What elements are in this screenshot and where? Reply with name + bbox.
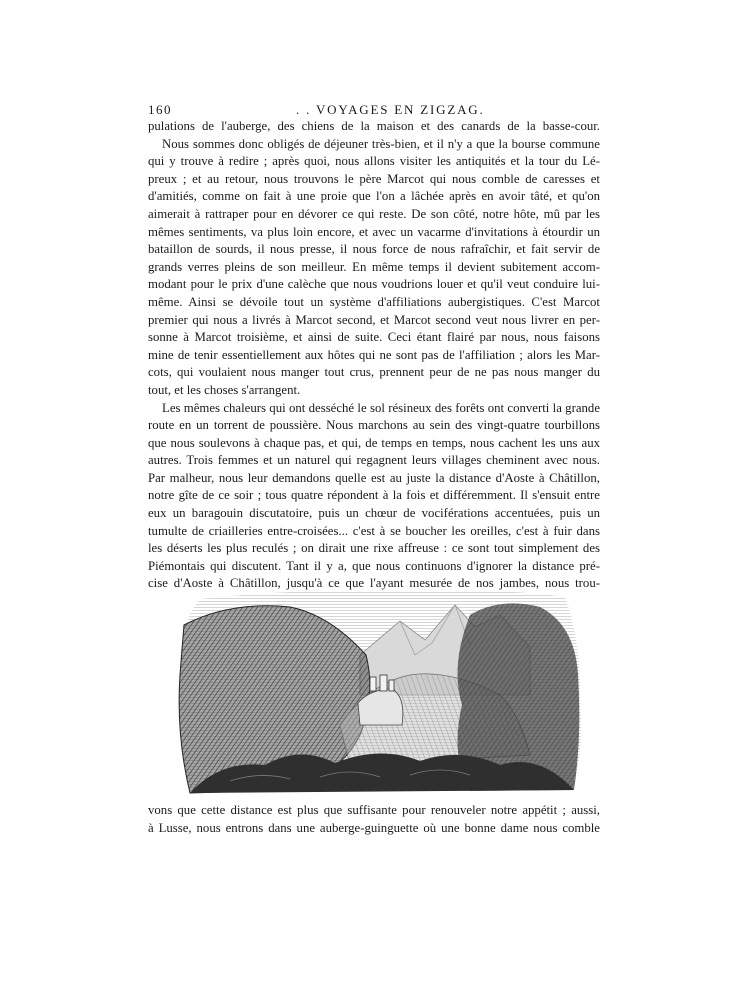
text-line: bataillon de sourds, il nous presse, il nous force de nous rafraîchir, et fait servir de — [148, 242, 600, 257]
text-line: que nous soulevons à chaque pas, et qui, de temps en temps, nous cachent les uns aux — [148, 435, 600, 450]
text-line: qui y trouve à redire ; après quoi, nous allons visiter les antiquités et la tour du Lé- — [148, 154, 600, 169]
text-block-top — [148, 118, 600, 593]
text-block-bottom — [148, 802, 600, 837]
running-title: . . VOYAGES EN ZIGZAG. — [296, 102, 485, 117]
text-line: autres. Trois femmes et un naturel qui regagnent leurs villages cheminent avec nous. — [148, 453, 600, 468]
text-line: grands verres pleins de son meilleur. En même temps il devient subitement accom- — [148, 259, 600, 274]
text-line: Piémontais qui discutent. Tant il y a, que nous continuons d'ignorer la distance pré- — [148, 558, 600, 573]
text-line: cise d'Aoste à Châtillon, jusqu'à ce que l'ayant mesurée de nos jambes, nous trou- — [148, 576, 600, 591]
text-line: d'amitiés, comme on fait à une proie que l'on a lâchée après en avoir tâté, et qu'on — [148, 189, 600, 204]
text-line: sonne à Marcot troisième, et ainsi de suite. Ceci étant flairé par nous, nous faisons — [148, 330, 600, 345]
mountain-engraving — [170, 585, 590, 797]
page-number: 160 — [148, 102, 172, 117]
text-line: mêmes sentiments, va plus loin encore, et avec un vacarme d'invitations à étourdir un — [148, 224, 600, 239]
text-line: à Lusse, nous entrons dans une auberge-guinguette où une bonne dame nous comble — [148, 820, 600, 835]
text-line: preux ; et au retour, nous trouvons le père Marcot qui nous comble de caresses et — [148, 171, 600, 186]
text-line: premier qui nous a livrés à Marcot second, et Marcot second veut nous livrer en per- — [148, 312, 600, 327]
text-line: même. Ainsi se dévoile tout un système d'affiliations aubergistiques. C'est Marcot — [148, 294, 600, 309]
text-line: Nous sommes donc obligés de déjeuner très-bien, et il n'y a que la bourse commune — [162, 136, 600, 151]
text-line: notre gîte de ce soir ; tous quatre répondent à la fois et différemment. Il s'ensuit entre — [148, 488, 600, 503]
text-line: eux un baragouin discutatoire, puis un chœur de vociférations accentuées, puis un — [148, 506, 600, 521]
text-line: mine de tenir essentiellement aux hôtes qui ne sont pas de l'affiliation ; alors les Mar- — [148, 347, 600, 362]
text-line: pulations de l'auberge, des chiens de la maison et des canards de la basse-cour. — [148, 119, 600, 133]
text-line: modant pour le prix d'une calèche que nous voudrions louer et qu'il veut conduire lui- — [148, 277, 600, 292]
text-line: tumulte de criailleries entre-croisées... c'est à se boucher les oreilles, c'est à fuir dans — [148, 523, 600, 538]
text-line: les déserts les plus reculés ; on dirait une rixe affreuse : ce sont tout simplement des — [148, 541, 600, 556]
text-line: vons que cette distance est plus que suffisante pour renouveler notre appétit ; aussi, — [148, 803, 600, 817]
text-line: tout, et les choses s'arrangent. — [148, 382, 301, 397]
text-line: aimerait à rattraper pour en dévorer ce qui reste. De son côté, notre hôte, mû par les — [148, 206, 600, 221]
text-line: Les mêmes chaleurs qui ont desséché le sol résineux des forêts ont converti la grande — [162, 400, 600, 415]
text-line: Par malheur, nous leur demandons quelle est au juste la distance d'Aoste à Châtillon, — [148, 470, 600, 485]
text-line: route en un torrent de poussière. Nous marchons au sein des vingt-quatre tourbillons — [148, 418, 600, 433]
text-line: cots, qui voulaient nous manger tout crus, prennent peur de ne pas nous manger du — [148, 365, 600, 380]
